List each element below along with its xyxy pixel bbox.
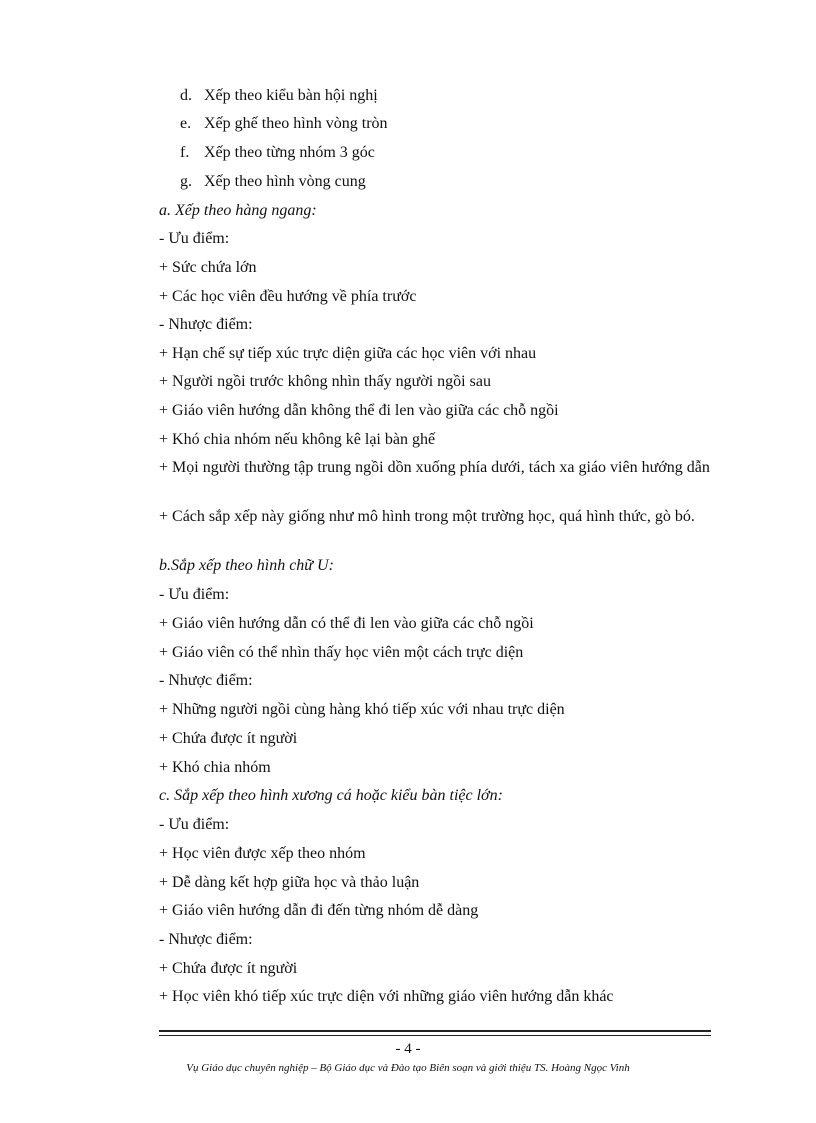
section-a-disadvantage: + Giáo viên hướng dẫn không thể đi len vào giữa các chỗ ngồi [159,402,559,419]
list-marker: g. [180,173,192,190]
section-c-heading: c. Sắp xếp theo hình xương cá hoặc kiểu bàn tiệc lớn: [159,787,503,804]
section-c-advantage: + Dễ dàng kết hợp giữa học và thảo luận [159,874,420,891]
list-item-g [180,172,750,192]
list-item-text: Xếp theo từng nhóm 3 góc [204,144,375,161]
section-b-disadvantage: + Khó chia nhóm [159,759,271,776]
section-b-heading: b.Sắp xếp theo hình chữ U: [159,557,334,574]
section-a-disadvantage: + Mọi người thường tập trung ngồi dồn xuống phía dưới, tách xa giáo viên hướng dẫn [159,459,710,476]
section-c-disadvantages-label: - Nhược điểm: [159,931,253,948]
page-number: - 4 - [395,1041,421,1057]
footer-rule-thin [159,1035,711,1036]
list-item-d [180,86,750,106]
list-item-e [180,114,750,134]
section-a-disadvantage: + Khó chia nhóm nếu không kê lại bàn ghế [159,431,436,448]
section-a-heading: a. Xếp theo hàng ngang: [159,202,317,219]
section-c-advantage: + Giáo viên hướng dẫn đi đến từng nhóm dễ dàng [159,902,479,919]
list-marker: f. [180,144,190,161]
list-marker: e. [180,115,192,132]
section-c-disadvantage: + Học viên khó tiếp xúc trực diện với những giáo viên hướng dẫn khác [159,988,614,1005]
list-item-f [180,143,750,163]
footer-credit: Vụ Giáo dục chuyên nghiệp – Bộ Giáo dục và Đào tạo Biên soạn và giới thiệu TS. Hoàng Ngọc Vinh [186,1062,630,1074]
list-item-text: Xếp theo kiểu bàn hội nghị [204,87,378,104]
section-a-disadvantage: + Hạn chế sự tiếp xúc trực diện giữa các học viên với nhau [159,345,537,362]
section-a-disadvantages-label: - Nhược điểm: [159,316,253,333]
section-c-disadvantage: + Chứa được ít người [159,960,298,977]
section-b-disadvantage: + Chứa được ít người [159,730,298,747]
list-item-text: Xếp theo hình vòng cung [204,173,366,190]
section-a-advantage: + Các học viên đều hướng về phía trước [159,288,417,305]
section-a-disadvantage: + Người ngồi trước không nhìn thấy người ngồi sau [159,373,491,390]
section-b-advantage: + Giáo viên hướng dẫn có thể đi len vào giữa các chỗ ngồi [159,615,534,632]
section-b-disadvantages-label: - Nhược điểm: [159,672,253,689]
list-marker: d. [180,87,192,104]
section-b-advantages-label: - Ưu điểm: [159,586,230,603]
section-a-advantage: + Sức chứa lớn [159,259,257,276]
section-a-advantages-label: - Ưu điểm: [159,230,230,247]
section-b-disadvantage: + Những người ngồi cùng hàng khó tiếp xúc với nhau trực diện [159,701,565,718]
section-a-disadvantage: + Cách sắp xếp này giống như mô hình trong một trường học, quá hình thức, gò bó. [159,508,695,525]
footer-rule-thick [159,1030,711,1032]
section-c-advantages-label: - Ưu điểm: [159,816,230,833]
list-item-text: Xếp ghế theo hình vòng tròn [204,115,388,132]
section-c-advantage: + Học viên được xếp theo nhóm [159,845,366,862]
section-b-advantage: + Giáo viên có thể nhìn thấy học viên một cách trực diện [159,644,524,661]
